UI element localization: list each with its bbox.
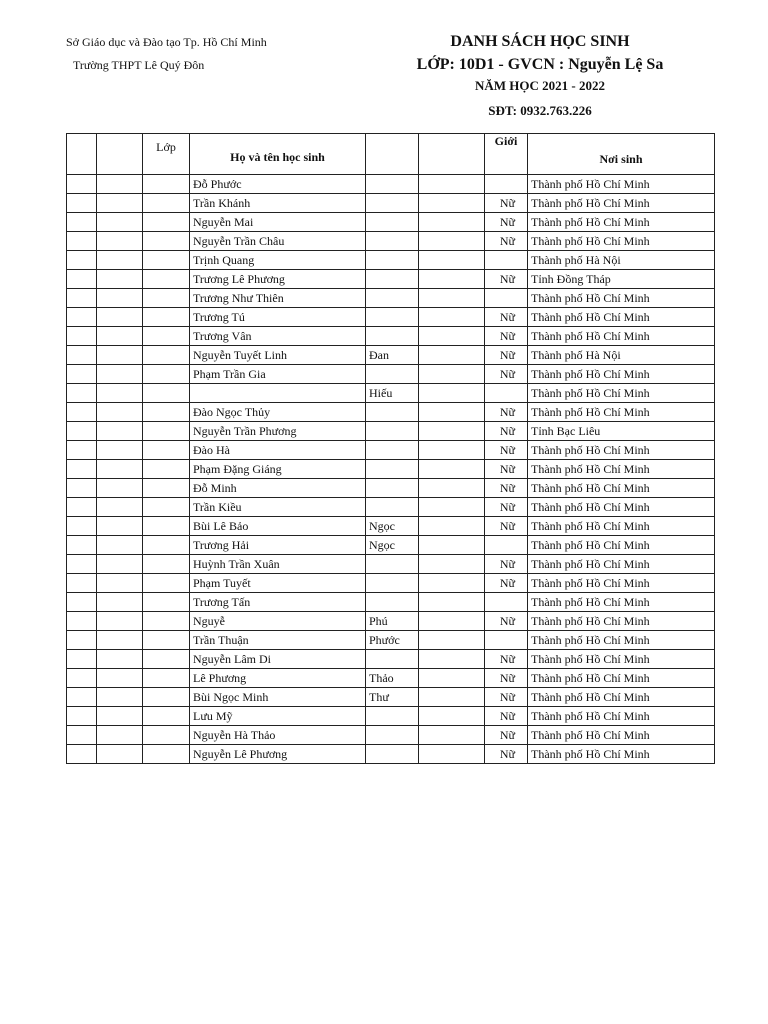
cell-birthplace: Thành phố Hồ Chí Minh xyxy=(528,707,715,726)
cell-student-name: Phạm Trần Gia xyxy=(190,365,366,384)
cell-class xyxy=(143,194,190,213)
cell-birthplace: Thành phố Hồ Chí Minh xyxy=(528,498,715,517)
cell-class xyxy=(143,213,190,232)
cell-extra-name xyxy=(366,270,419,289)
cell-student-name: Trương Tấn xyxy=(190,593,366,612)
header-col-1 xyxy=(67,134,97,175)
cell-col-1 xyxy=(67,574,97,593)
cell-student-name: Phạm Đặng Giáng xyxy=(190,460,366,479)
cell-class xyxy=(143,536,190,555)
header-class: Lớp xyxy=(143,134,190,175)
cell-student-name xyxy=(190,384,366,403)
cell-col-6 xyxy=(419,688,485,707)
cell-extra-name xyxy=(366,232,419,251)
cell-extra-name xyxy=(366,365,419,384)
header-col-2 xyxy=(97,134,143,175)
cell-birthplace: Thành phố Hồ Chí Minh xyxy=(528,213,715,232)
cell-col-6 xyxy=(419,403,485,422)
cell-student-name: Lưu Mỹ xyxy=(190,707,366,726)
cell-col-2 xyxy=(97,422,143,441)
header-birthplace: Nơi sinh xyxy=(528,134,715,175)
cell-birthplace: Thành phố Hồ Chí Minh xyxy=(528,194,715,213)
cell-student-name: Trương Như Thiên xyxy=(190,289,366,308)
cell-extra-name: Thảo xyxy=(366,669,419,688)
table-row xyxy=(67,726,715,745)
table-row xyxy=(67,194,715,213)
cell-col-6 xyxy=(419,536,485,555)
cell-col-2 xyxy=(97,289,143,308)
cell-class xyxy=(143,251,190,270)
cell-class xyxy=(143,612,190,631)
table-row xyxy=(67,669,715,688)
cell-col-1 xyxy=(67,384,97,403)
table-row xyxy=(67,479,715,498)
table-row xyxy=(67,213,715,232)
cell-birthplace: Thành phố Hồ Chí Minh xyxy=(528,308,715,327)
cell-class xyxy=(143,745,190,764)
cell-col-6 xyxy=(419,346,485,365)
cell-class xyxy=(143,422,190,441)
cell-col-6 xyxy=(419,593,485,612)
cell-gender: Nữ xyxy=(485,194,528,213)
cell-gender: Nữ xyxy=(485,612,528,631)
cell-col-1 xyxy=(67,441,97,460)
cell-gender: Nữ xyxy=(485,726,528,745)
cell-student-name: Trương Vân xyxy=(190,327,366,346)
department-name: Sở Giáo dục và Đào tạo Tp. Hồ Chí Minh xyxy=(66,35,267,49)
cell-student-name: Trương Tú xyxy=(190,308,366,327)
cell-extra-name xyxy=(366,213,419,232)
cell-col-1 xyxy=(67,346,97,365)
cell-col-6 xyxy=(419,726,485,745)
cell-gender: Nữ xyxy=(485,422,528,441)
cell-col-1 xyxy=(67,270,97,289)
table-row xyxy=(67,441,715,460)
cell-col-6 xyxy=(419,175,485,194)
cell-col-2 xyxy=(97,517,143,536)
cell-student-name: Nguyễn Lê Phương xyxy=(190,745,366,764)
table-row xyxy=(67,384,715,403)
cell-col-6 xyxy=(419,365,485,384)
cell-col-2 xyxy=(97,403,143,422)
cell-col-1 xyxy=(67,232,97,251)
cell-gender: Nữ xyxy=(485,574,528,593)
table-row xyxy=(67,422,715,441)
cell-class xyxy=(143,441,190,460)
cell-student-name: Nguyễn Hà Thảo xyxy=(190,726,366,745)
cell-gender xyxy=(485,384,528,403)
table-header-row xyxy=(67,134,715,175)
header-col-6 xyxy=(419,134,485,175)
cell-col-1 xyxy=(67,194,97,213)
cell-gender: Nữ xyxy=(485,498,528,517)
cell-col-6 xyxy=(419,479,485,498)
cell-student-name: Phạm Tuyết xyxy=(190,574,366,593)
table-row xyxy=(67,498,715,517)
cell-class xyxy=(143,707,190,726)
cell-col-2 xyxy=(97,251,143,270)
cell-col-1 xyxy=(67,479,97,498)
cell-col-1 xyxy=(67,251,97,270)
cell-col-6 xyxy=(419,194,485,213)
cell-student-name: Trịnh Quang xyxy=(190,251,366,270)
table-row xyxy=(67,308,715,327)
cell-col-1 xyxy=(67,669,97,688)
cell-class xyxy=(143,365,190,384)
cell-col-1 xyxy=(67,707,97,726)
cell-gender: Nữ xyxy=(485,213,528,232)
cell-class xyxy=(143,517,190,536)
cell-class xyxy=(143,631,190,650)
cell-birthplace: Thành phố Hà Nội xyxy=(528,346,715,365)
table-row xyxy=(67,346,715,365)
cell-birthplace: Thành phố Hồ Chí Minh xyxy=(528,536,715,555)
cell-class xyxy=(143,232,190,251)
cell-birthplace: Thành phố Hồ Chí Minh xyxy=(528,289,715,308)
cell-birthplace: Thành phố Hồ Chí Minh xyxy=(528,574,715,593)
cell-extra-name xyxy=(366,707,419,726)
cell-extra-name: Thư xyxy=(366,688,419,707)
table-row xyxy=(67,327,715,346)
cell-col-1 xyxy=(67,308,97,327)
cell-gender: Nữ xyxy=(485,460,528,479)
header-student-name: Họ và tên học sinh xyxy=(190,134,366,175)
cell-student-name: Đỗ Minh xyxy=(190,479,366,498)
cell-gender: Nữ xyxy=(485,232,528,251)
cell-student-name: Trương Hải xyxy=(190,536,366,555)
table-row xyxy=(67,536,715,555)
cell-class xyxy=(143,498,190,517)
cell-col-1 xyxy=(67,726,97,745)
cell-gender: Nữ xyxy=(485,650,528,669)
cell-col-2 xyxy=(97,479,143,498)
cell-class xyxy=(143,327,190,346)
cell-birthplace: Thành phố Hồ Chí Minh xyxy=(528,669,715,688)
cell-col-2 xyxy=(97,270,143,289)
cell-class xyxy=(143,270,190,289)
cell-col-6 xyxy=(419,707,485,726)
table-row xyxy=(67,707,715,726)
cell-extra-name xyxy=(366,327,419,346)
cell-col-6 xyxy=(419,650,485,669)
cell-col-2 xyxy=(97,726,143,745)
table-row xyxy=(67,289,715,308)
cell-col-1 xyxy=(67,688,97,707)
cell-class xyxy=(143,346,190,365)
cell-gender: Nữ xyxy=(485,346,528,365)
cell-birthplace: Thành phố Hồ Chí Minh xyxy=(528,384,715,403)
cell-student-name: Nguyễn Lâm Di xyxy=(190,650,366,669)
cell-student-name: Nguyễ xyxy=(190,612,366,631)
cell-col-1 xyxy=(67,631,97,650)
table-row xyxy=(67,460,715,479)
cell-col-2 xyxy=(97,745,143,764)
cell-col-1 xyxy=(67,536,97,555)
cell-col-1 xyxy=(67,403,97,422)
cell-col-2 xyxy=(97,498,143,517)
cell-col-1 xyxy=(67,517,97,536)
cell-col-6 xyxy=(419,612,485,631)
cell-student-name: Nguyễn Trần Châu xyxy=(190,232,366,251)
cell-birthplace: Thành phố Hồ Chí Minh xyxy=(528,327,715,346)
cell-extra-name xyxy=(366,650,419,669)
cell-col-2 xyxy=(97,441,143,460)
cell-col-6 xyxy=(419,574,485,593)
cell-extra-name xyxy=(366,194,419,213)
cell-col-1 xyxy=(67,289,97,308)
cell-extra-name: Ngọc xyxy=(366,536,419,555)
cell-col-2 xyxy=(97,707,143,726)
cell-col-2 xyxy=(97,669,143,688)
table-row xyxy=(67,688,715,707)
table-row xyxy=(67,251,715,270)
school-year: NĂM HỌC 2021 - 2022 xyxy=(475,78,605,93)
cell-class xyxy=(143,669,190,688)
cell-extra-name xyxy=(366,745,419,764)
cell-col-1 xyxy=(67,498,97,517)
table-row xyxy=(67,650,715,669)
cell-student-name: Bùi Ngọc Minh xyxy=(190,688,366,707)
table-row xyxy=(67,517,715,536)
cell-col-2 xyxy=(97,555,143,574)
cell-gender xyxy=(485,593,528,612)
cell-birthplace: Thành phố Hà Nội xyxy=(528,251,715,270)
cell-birthplace: Thành phố Hồ Chí Minh xyxy=(528,403,715,422)
cell-class xyxy=(143,593,190,612)
cell-col-2 xyxy=(97,346,143,365)
cell-extra-name: Phước xyxy=(366,631,419,650)
cell-birthplace: Thành phố Hồ Chí Minh xyxy=(528,175,715,194)
cell-gender xyxy=(485,289,528,308)
cell-col-6 xyxy=(419,422,485,441)
document-title: DANH SÁCH HỌC SINH xyxy=(450,33,630,50)
cell-col-2 xyxy=(97,232,143,251)
cell-student-name: Bùi Lê Bảo xyxy=(190,517,366,536)
cell-birthplace: Thành phố Hồ Chí Minh xyxy=(528,650,715,669)
cell-birthplace: Thành phố Hồ Chí Minh xyxy=(528,365,715,384)
cell-gender: Nữ xyxy=(485,669,528,688)
cell-class xyxy=(143,688,190,707)
cell-student-name: Trương Lê Phương xyxy=(190,270,366,289)
cell-class xyxy=(143,289,190,308)
cell-gender: Nữ xyxy=(485,479,528,498)
cell-extra-name xyxy=(366,403,419,422)
cell-col-2 xyxy=(97,574,143,593)
cell-student-name: Trần Kiều xyxy=(190,498,366,517)
cell-col-1 xyxy=(67,422,97,441)
cell-extra-name xyxy=(366,422,419,441)
cell-extra-name: Ngọc xyxy=(366,517,419,536)
cell-col-6 xyxy=(419,289,485,308)
cell-col-2 xyxy=(97,460,143,479)
cell-col-1 xyxy=(67,327,97,346)
cell-student-name: Lê Phương xyxy=(190,669,366,688)
cell-birthplace: Tỉnh Đồng Tháp xyxy=(528,270,715,289)
cell-student-name: Trần Khánh xyxy=(190,194,366,213)
table-body xyxy=(67,175,715,764)
cell-col-6 xyxy=(419,517,485,536)
cell-extra-name xyxy=(366,555,419,574)
cell-birthplace: Thành phố Hồ Chí Minh xyxy=(528,517,715,536)
cell-birthplace: Tỉnh Bạc Liêu xyxy=(528,422,715,441)
cell-col-2 xyxy=(97,327,143,346)
table-row xyxy=(67,403,715,422)
cell-birthplace: Thành phố Hồ Chí Minh xyxy=(528,593,715,612)
cell-gender xyxy=(485,251,528,270)
cell-student-name: Nguyễn Tuyết Linh xyxy=(190,346,366,365)
cell-class xyxy=(143,308,190,327)
cell-extra-name xyxy=(366,460,419,479)
table-row xyxy=(67,270,715,289)
cell-col-2 xyxy=(97,688,143,707)
cell-birthplace: Thành phố Hồ Chí Minh xyxy=(528,460,715,479)
cell-col-6 xyxy=(419,669,485,688)
cell-col-6 xyxy=(419,460,485,479)
class-teacher-line: LỚP: 10D1 - GVCN : Nguyễn Lệ Sa xyxy=(416,56,664,73)
cell-col-2 xyxy=(97,593,143,612)
cell-extra-name: Phú xyxy=(366,612,419,631)
header-col-5 xyxy=(366,134,419,175)
cell-student-name: Đào Ngọc Thủy xyxy=(190,403,366,422)
cell-class xyxy=(143,650,190,669)
cell-col-2 xyxy=(97,308,143,327)
school-name: Trường THPT Lê Quý Đôn xyxy=(73,58,205,72)
cell-col-2 xyxy=(97,213,143,232)
cell-class xyxy=(143,175,190,194)
cell-class xyxy=(143,555,190,574)
cell-gender: Nữ xyxy=(485,308,528,327)
cell-gender: Nữ xyxy=(485,327,528,346)
cell-col-6 xyxy=(419,232,485,251)
cell-birthplace: Thành phố Hồ Chí Minh xyxy=(528,688,715,707)
cell-birthplace: Thành phố Hồ Chí Minh xyxy=(528,441,715,460)
cell-col-1 xyxy=(67,555,97,574)
cell-extra-name xyxy=(366,175,419,194)
cell-extra-name xyxy=(366,289,419,308)
table-row xyxy=(67,555,715,574)
cell-col-2 xyxy=(97,365,143,384)
cell-birthplace: Thành phố Hồ Chí Minh xyxy=(528,612,715,631)
cell-student-name: Đỗ Phước xyxy=(190,175,366,194)
cell-col-6 xyxy=(419,308,485,327)
cell-student-name: Đào Hà xyxy=(190,441,366,460)
cell-extra-name xyxy=(366,593,419,612)
cell-gender: Nữ xyxy=(485,517,528,536)
cell-col-1 xyxy=(67,175,97,194)
cell-col-1 xyxy=(67,460,97,479)
header-gender: Giới xyxy=(485,134,528,175)
cell-extra-name: Đan xyxy=(366,346,419,365)
cell-col-6 xyxy=(419,327,485,346)
cell-gender xyxy=(485,536,528,555)
cell-gender: Nữ xyxy=(485,441,528,460)
cell-col-6 xyxy=(419,631,485,650)
cell-gender: Nữ xyxy=(485,688,528,707)
cell-col-6 xyxy=(419,441,485,460)
table-row xyxy=(67,175,715,194)
cell-col-6 xyxy=(419,213,485,232)
phone-number: SĐT: 0932.763.226 xyxy=(488,103,592,118)
cell-birthplace: Thành phố Hồ Chí Minh xyxy=(528,745,715,764)
cell-col-2 xyxy=(97,175,143,194)
cell-class xyxy=(143,574,190,593)
cell-student-name: Nguyễn Mai xyxy=(190,213,366,232)
cell-col-2 xyxy=(97,194,143,213)
cell-class xyxy=(143,479,190,498)
cell-gender xyxy=(485,631,528,650)
cell-birthplace: Thành phố Hồ Chí Minh xyxy=(528,479,715,498)
cell-class xyxy=(143,384,190,403)
table-row xyxy=(67,745,715,764)
cell-col-2 xyxy=(97,631,143,650)
cell-col-1 xyxy=(67,745,97,764)
cell-birthplace: Thành phố Hồ Chí Minh xyxy=(528,555,715,574)
cell-col-1 xyxy=(67,650,97,669)
table-row xyxy=(67,612,715,631)
cell-col-6 xyxy=(419,498,485,517)
cell-col-1 xyxy=(67,365,97,384)
cell-extra-name xyxy=(366,574,419,593)
cell-col-2 xyxy=(97,536,143,555)
cell-col-6 xyxy=(419,384,485,403)
cell-col-6 xyxy=(419,555,485,574)
cell-col-2 xyxy=(97,384,143,403)
cell-col-6 xyxy=(419,745,485,764)
cell-student-name: Trần Thuận xyxy=(190,631,366,650)
cell-col-1 xyxy=(67,593,97,612)
cell-class xyxy=(143,403,190,422)
cell-extra-name xyxy=(366,251,419,270)
cell-gender xyxy=(485,175,528,194)
cell-gender: Nữ xyxy=(485,270,528,289)
cell-col-1 xyxy=(67,213,97,232)
cell-extra-name: Hiếu xyxy=(366,384,419,403)
cell-gender: Nữ xyxy=(485,555,528,574)
cell-extra-name xyxy=(366,308,419,327)
cell-birthplace: Thành phố Hồ Chí Minh xyxy=(528,726,715,745)
table-row xyxy=(67,232,715,251)
cell-gender: Nữ xyxy=(485,707,528,726)
cell-col-6 xyxy=(419,270,485,289)
cell-class xyxy=(143,726,190,745)
cell-class xyxy=(143,460,190,479)
cell-gender: Nữ xyxy=(485,745,528,764)
cell-gender: Nữ xyxy=(485,403,528,422)
cell-extra-name xyxy=(366,441,419,460)
table-row xyxy=(67,593,715,612)
table-row xyxy=(67,631,715,650)
cell-gender: Nữ xyxy=(485,365,528,384)
cell-birthplace: Thành phố Hồ Chí Minh xyxy=(528,631,715,650)
table-row xyxy=(67,574,715,593)
cell-student-name: Huỳnh Trần Xuân xyxy=(190,555,366,574)
table-row xyxy=(67,365,715,384)
student-roster-table xyxy=(66,133,715,764)
cell-col-6 xyxy=(419,251,485,270)
cell-student-name: Nguyễn Trần Phương xyxy=(190,422,366,441)
cell-extra-name xyxy=(366,726,419,745)
cell-col-2 xyxy=(97,650,143,669)
cell-birthplace: Thành phố Hồ Chí Minh xyxy=(528,232,715,251)
cell-extra-name xyxy=(366,479,419,498)
cell-extra-name xyxy=(366,498,419,517)
cell-col-2 xyxy=(97,612,143,631)
cell-col-1 xyxy=(67,612,97,631)
